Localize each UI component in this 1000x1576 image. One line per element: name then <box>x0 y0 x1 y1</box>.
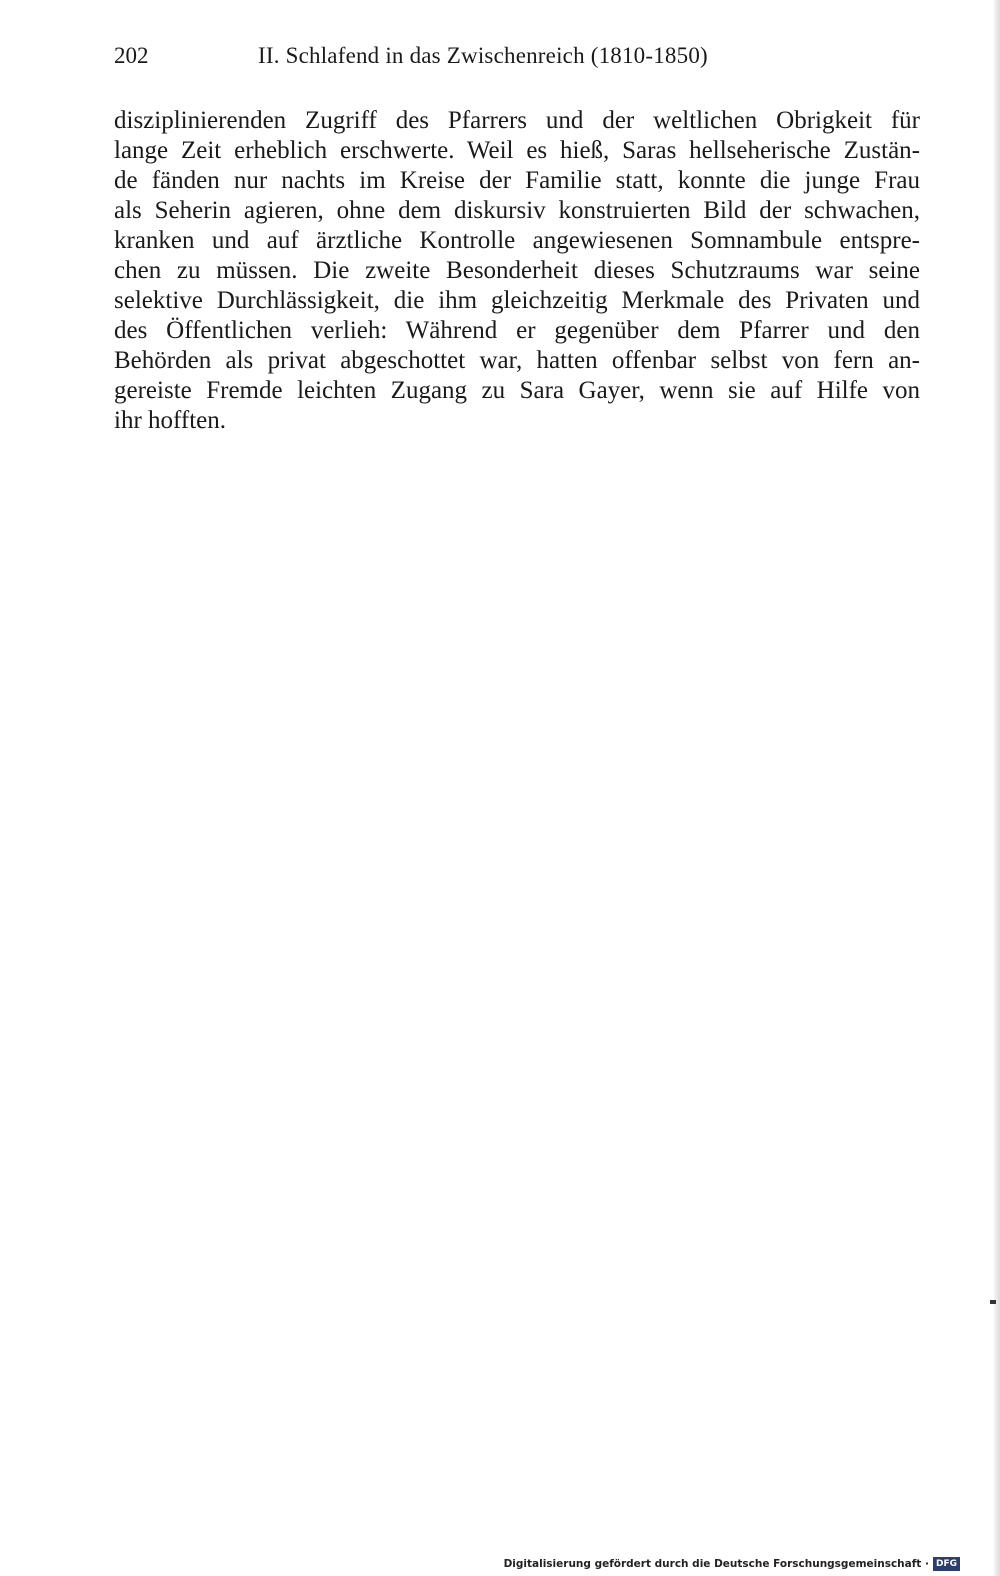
text-line: als Seherin agieren, ohne dem diskursiv konstruierten Bild der schwachen, <box>114 197 920 224</box>
chapter-title: II. Schlafend in das Zwischenreich (1810-1850) <box>258 43 708 68</box>
text-line: kranken und auf ärztliche Kontrolle angewiesenen Somnambule entspre- <box>114 227 920 254</box>
text-line: ihr hofften. <box>114 407 227 434</box>
text-line: de fänden nur nachts im Kreise der Familie statt, konnte die junge Frau <box>114 167 920 194</box>
text-line: gereiste Fremde leichten Zugang zu Sara Gayer, wenn sie auf Hilfe von <box>114 377 920 404</box>
dfg-logo: DFG <box>933 1557 960 1571</box>
text-line: disziplinierenden Zugriff des Pfarrers und der weltlichen Obrigkeit für <box>114 107 920 134</box>
text-line: lange Zeit erheblich erschwerte. Weil es hieß, Saras hellseherische Zustän- <box>114 137 920 164</box>
running-head <box>114 40 920 72</box>
page-number: 202 <box>114 43 149 68</box>
text-line: des Öffentlichen verlieh: Während er gegenüber dem Pfarrer und den <box>114 317 920 344</box>
text-line: Behörden als privat abgeschottet war, hatten offenbar selbst von fern an- <box>114 347 920 374</box>
scan-edge-mark <box>990 1300 996 1304</box>
credit-text: Digitalisierung gefördert durch die Deutsche Forschungsgemeinschaft · <box>503 1558 929 1570</box>
page-edge <box>994 0 1000 1576</box>
body-paragraph <box>114 106 920 436</box>
text-line: chen zu müssen. Die zweite Besonderheit dieses Schutzraums war seine <box>114 257 920 284</box>
text-line: selektive Durchlässigkeit, die ihm gleichzeitig Merkmale des Privaten und <box>114 287 920 314</box>
digitization-credit <box>504 1556 960 1572</box>
